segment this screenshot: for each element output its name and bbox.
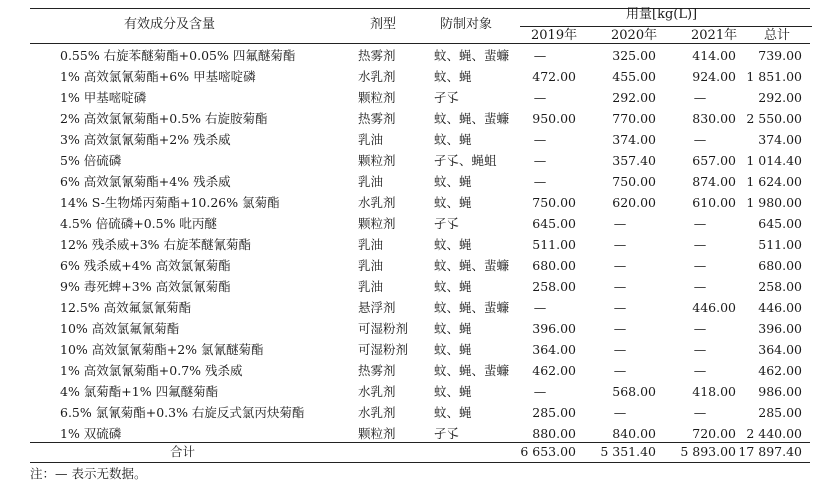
- row-10-y2019: 680.00: [532, 258, 576, 273]
- row-14-y2019: 364.00: [532, 342, 576, 357]
- row-14-name: 10% 高效氯氰菊酯+2% 氯氰醚菊酯: [60, 342, 264, 357]
- header-2019: 2019年: [531, 28, 578, 43]
- row-11-form: 乳油: [358, 279, 384, 294]
- row-9-form: 乳油: [358, 237, 384, 252]
- row-10-total: 680.00: [758, 258, 802, 273]
- row-3-target: 蚊、蝇、蜚蠊: [434, 111, 510, 126]
- row-0-y2019: —: [533, 48, 547, 63]
- row-0-total: 739.00: [758, 48, 802, 63]
- row-12-y2020: —: [613, 300, 627, 315]
- row-6-y2020: 750.00: [612, 174, 656, 189]
- row-16-form: 水乳剂: [358, 384, 396, 399]
- row-9-total: 511.00: [758, 237, 802, 252]
- row-1-target: 蚊、蝇: [434, 69, 472, 84]
- row-18-name: 1% 双硫磷: [60, 426, 122, 441]
- row-3-name: 2% 高效氯氰菊酯+0.5% 右旋胺菊酯: [60, 111, 268, 126]
- row-13-target: 蚊、蝇: [434, 321, 472, 336]
- header-total: 总计: [764, 28, 791, 43]
- row-2-y2021: —: [693, 90, 707, 105]
- row-17-target: 蚊、蝇: [434, 405, 472, 420]
- row-2-y2019: —: [533, 90, 547, 105]
- row-12-target: 蚊、蝇、蜚蠊: [434, 300, 510, 315]
- table-bottom-rule: [30, 462, 810, 463]
- row-7-form: 水乳剂: [358, 195, 396, 210]
- row-7-target: 蚊、蝇: [434, 195, 472, 210]
- row-1-y2019: 472.00: [532, 69, 576, 84]
- row-17-name: 6.5% 氯氰菊酯+0.3% 右旋反式氯丙炔菊酯: [60, 405, 305, 420]
- row-13-y2019: 396.00: [532, 321, 576, 336]
- row-17-y2021: —: [693, 405, 707, 420]
- row-15-y2020: —: [613, 363, 627, 378]
- row-0-y2021: 414.00: [692, 48, 736, 63]
- total-2019: 6 653.00: [520, 444, 576, 459]
- row-11-name: 9% 毒死蜱+3% 高效氯氰菊酯: [60, 279, 231, 294]
- row-13-form: 可湿粉剂: [358, 321, 409, 336]
- row-11-y2020: —: [613, 279, 627, 294]
- row-6-name: 6% 高效氯氰菊酯+4% 残杀威: [60, 174, 231, 189]
- header-2021: 2021年: [691, 28, 738, 43]
- row-0-name: 0.55% 右旋苯醚菊酯+0.05% 四氟醚菊酯: [60, 48, 296, 63]
- row-1-y2020: 455.00: [612, 69, 656, 84]
- row-9-y2019: 511.00: [532, 237, 576, 252]
- row-9-name: 12% 残杀威+3% 右旋苯醚氰菊酯: [60, 237, 252, 252]
- header-target: 防制对象: [440, 17, 493, 32]
- row-18-y2020: 840.00: [612, 426, 656, 441]
- row-15-form: 热雾剂: [358, 363, 396, 378]
- row-15-name: 1% 高效氯氰菊酯+0.7% 残杀威: [60, 363, 243, 378]
- row-7-name: 14% S-生物烯丙菊酯+10.26% 氯菊酯: [60, 195, 280, 210]
- row-2-name: 1% 甲基嘧啶磷: [60, 90, 147, 105]
- table-note: 注：— 表示无数据。: [30, 466, 147, 481]
- row-12-y2019: —: [533, 300, 547, 315]
- row-9-y2020: —: [613, 237, 627, 252]
- row-13-y2021: —: [693, 321, 707, 336]
- row-8-y2019: 645.00: [532, 216, 576, 231]
- total-2020: 5 351.40: [600, 444, 656, 459]
- row-6-form: 乳油: [358, 174, 384, 189]
- row-10-target: 蚊、蝇、蜚蠊: [434, 258, 510, 273]
- row-8-total: 645.00: [758, 216, 802, 231]
- row-11-y2021: —: [693, 279, 707, 294]
- row-16-y2020: 568.00: [612, 384, 656, 399]
- row-18-form: 颗粒剂: [358, 426, 396, 441]
- total-sum: 17 897.40: [738, 444, 802, 459]
- row-6-target: 蚊、蝇: [434, 174, 472, 189]
- row-14-total: 364.00: [758, 342, 802, 357]
- header-usage: 用量[kg(L)]: [626, 7, 698, 22]
- row-17-total: 285.00: [758, 405, 802, 420]
- row-10-form: 乳油: [358, 258, 384, 273]
- row-15-target: 蚊、蝇、蜚蠊: [434, 363, 510, 378]
- header-ingredient: 有效成分及含量: [124, 17, 216, 32]
- row-14-form: 可湿粉剂: [358, 342, 409, 357]
- row-4-name: 3% 高效氯氰菊酯+2% 残杀威: [60, 132, 231, 147]
- row-7-y2019: 750.00: [532, 195, 576, 210]
- row-5-y2020: 357.40: [612, 153, 656, 168]
- row-15-y2021: —: [693, 363, 707, 378]
- row-4-target: 蚊、蝇: [434, 132, 472, 147]
- row-6-y2019: —: [533, 174, 547, 189]
- row-13-name: 10% 高效氯氟氰菊酯: [60, 321, 180, 336]
- row-8-name: 4.5% 倍硫磷+0.5% 吡丙醚: [60, 216, 217, 231]
- row-5-target: 孑孓、蝇蛆: [434, 153, 497, 168]
- row-12-name: 12.5% 高效氟氯氰菊酯: [60, 300, 192, 315]
- row-14-target: 蚊、蝇: [434, 342, 472, 357]
- row-12-total: 446.00: [758, 300, 802, 315]
- row-3-form: 热雾剂: [358, 111, 396, 126]
- row-5-y2021: 657.00: [692, 153, 736, 168]
- row-11-y2019: 258.00: [532, 279, 576, 294]
- row-16-y2021: 418.00: [692, 384, 736, 399]
- row-6-y2021: 874.00: [692, 174, 736, 189]
- row-0-target: 蚊、蝇、蜚蠊: [434, 48, 510, 63]
- row-3-y2021: 830.00: [692, 111, 736, 126]
- row-16-y2019: —: [533, 384, 547, 399]
- row-18-total: 2 440.00: [746, 426, 802, 441]
- row-18-y2019: 880.00: [532, 426, 576, 441]
- row-10-y2020: —: [613, 258, 627, 273]
- row-12-y2021: 446.00: [692, 300, 736, 315]
- row-5-form: 颗粒剂: [358, 153, 396, 168]
- row-9-y2021: —: [693, 237, 707, 252]
- row-15-y2019: 462.00: [532, 363, 576, 378]
- row-13-total: 396.00: [758, 321, 802, 336]
- row-12-form: 悬浮剂: [358, 300, 396, 315]
- total-label: 合计: [170, 444, 196, 459]
- row-1-name: 1% 高效氯氰菊酯+6% 甲基嘧啶磷: [60, 69, 256, 84]
- row-0-y2020: 325.00: [612, 48, 656, 63]
- header-form: 剂型: [370, 17, 397, 32]
- row-11-target: 蚊、蝇: [434, 279, 472, 294]
- row-2-total: 292.00: [758, 90, 802, 105]
- row-16-target: 蚊、蝇: [434, 384, 472, 399]
- row-18-y2021: 720.00: [692, 426, 736, 441]
- row-9-target: 蚊、蝇: [434, 237, 472, 252]
- row-8-form: 颗粒剂: [358, 216, 396, 231]
- row-17-y2020: —: [613, 405, 627, 420]
- row-7-y2020: 620.00: [612, 195, 656, 210]
- row-4-total: 374.00: [758, 132, 802, 147]
- row-3-y2019: 950.00: [532, 111, 576, 126]
- row-2-form: 颗粒剂: [358, 90, 396, 105]
- row-0-form: 热雾剂: [358, 48, 396, 63]
- row-5-name: 5% 倍硫磷: [60, 153, 122, 168]
- row-17-form: 水乳剂: [358, 405, 396, 420]
- row-5-y2019: —: [533, 153, 547, 168]
- row-13-y2020: —: [613, 321, 627, 336]
- row-16-total: 986.00: [758, 384, 802, 399]
- row-17-y2019: 285.00: [532, 405, 576, 420]
- row-4-form: 乳油: [358, 132, 384, 147]
- row-15-total: 462.00: [758, 363, 802, 378]
- row-1-y2021: 924.00: [692, 69, 736, 84]
- header-2020: 2020年: [611, 28, 658, 43]
- row-1-form: 水乳剂: [358, 69, 396, 84]
- row-10-name: 6% 残杀威+4% 高效氯氰菊酯: [60, 258, 231, 273]
- row-2-y2020: 292.00: [612, 90, 656, 105]
- row-16-name: 4% 氯菊酯+1% 四氟醚菊酯: [60, 384, 219, 399]
- row-14-y2021: —: [693, 342, 707, 357]
- row-3-y2020: 770.00: [612, 111, 656, 126]
- row-7-y2021: 610.00: [692, 195, 736, 210]
- row-4-y2021: —: [693, 132, 707, 147]
- row-8-y2020: —: [613, 216, 627, 231]
- row-14-y2020: —: [613, 342, 627, 357]
- total-2021: 5 893.00: [680, 444, 736, 459]
- row-8-y2021: —: [693, 216, 707, 231]
- row-11-total: 258.00: [758, 279, 802, 294]
- row-5-total: 1 014.40: [746, 153, 802, 168]
- row-4-y2020: 374.00: [612, 132, 656, 147]
- row-8-target: 孑孓: [434, 216, 460, 231]
- row-2-target: 孑孓: [434, 90, 460, 105]
- row-18-target: 孑孓: [434, 426, 460, 441]
- row-4-y2019: —: [533, 132, 547, 147]
- row-7-total: 1 980.00: [746, 195, 802, 210]
- row-10-y2021: —: [693, 258, 707, 273]
- usage-subheader-rule: [520, 26, 812, 27]
- row-3-total: 2 550.00: [746, 111, 802, 126]
- row-1-total: 1 851.00: [746, 69, 802, 84]
- row-6-total: 1 624.00: [746, 174, 802, 189]
